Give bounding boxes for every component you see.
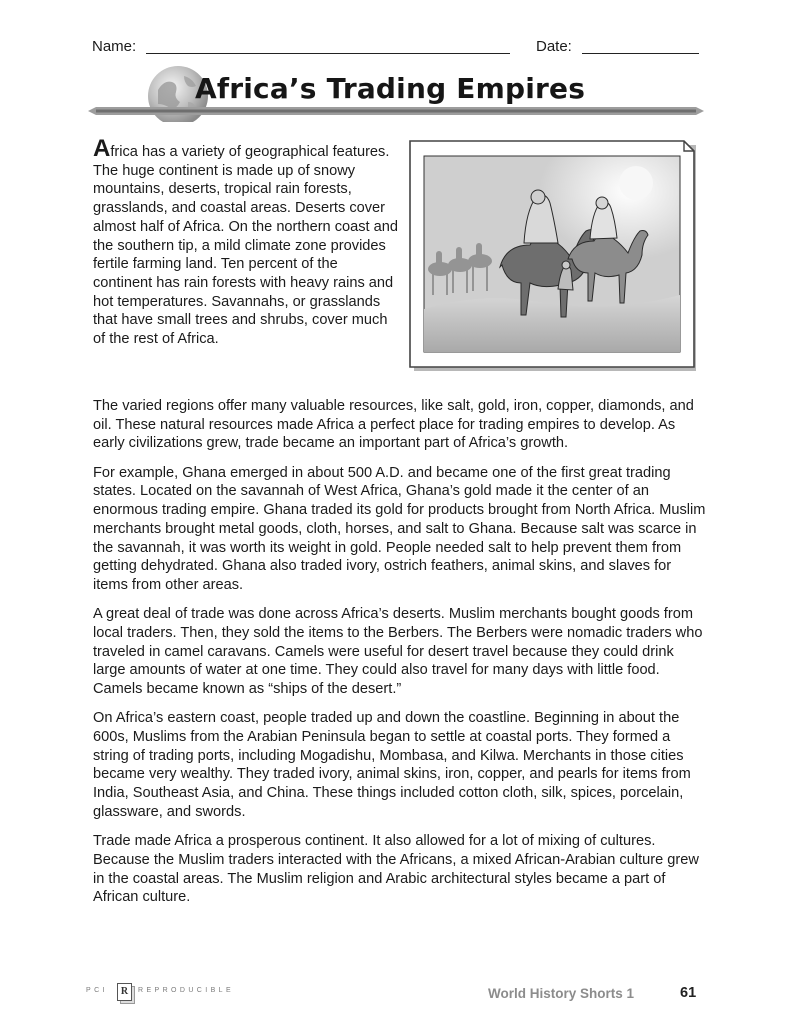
paragraph-eastern-coast: On Africa’s eastern coast, people traded up and down the coastline. Beginning in about the 600s, Muslims from the Arabian Peninsula began to settle at coastal ports. They formed a string of trading ports, including Mogadishu, Mombasa, and Kilwa. Merchants in those cities became very wealthy. They traded ivory, animal skins, iron, copper, and pearls for items from India, Southeast Asia, and China. These things included cotton cloth, silk, spices, porcelain, glassware, and swords. <box>93 710 691 820</box>
paragraph-desert-trade: A great deal of trade was done across Africa’s deserts. Muslim merchants bought goods from local traders. Then, they sold the items to the Berbers. The Berbers were nomadic traders who traveled in camel caravans. Camels were useful for desert travel because they could drink large amounts of water at one time. They could also travel for many days with little food. Camels became known as “ships of the desert.” <box>93 606 703 698</box>
name-label: Name: <box>92 38 137 55</box>
article-body <box>93 397 708 918</box>
publisher-brand-left: PCI <box>86 987 108 994</box>
title-underline <box>88 106 704 116</box>
book-title: World History Shorts 1 <box>488 986 635 1001</box>
paragraph-ghana: For example, Ghana emerged in about 500 A.D. and became one of the first great trading states. Located on the savannah of West Africa, Ghana’s gold made it the center of an enormous trading empire. Ghana traded its gold for products brought from North Africa. Muslim merchants brought metal goods, cloth, horses, and salt to Ghana. Because salt was scarce in the savannah, it was worth its weight in gold. People needed salt to help prevent them from getting dehydrated. Ghana also traded ivory, ostrich feathers, animal skins, and slaves for items from other areas. <box>93 464 706 593</box>
camel-caravan-illustration <box>408 139 698 373</box>
publisher-brand-right: REPRODUCIBLE <box>138 987 235 994</box>
intro-paragraph <box>93 135 399 349</box>
name-date-header <box>92 38 700 58</box>
page-title: Africa’s Trading Empires <box>195 72 586 105</box>
page-number: 61 <box>680 985 697 1001</box>
intro-text: frica has a variety of geographical features. The huge continent is made up of snowy mountains, deserts, tropical rain forests, grasslands, and coastal areas. Deserts cover almost half of Africa. On the northern coast and the southern tip, a mild climate zone provides fertile farming land. Ten percent of the continent has rain forests with heavy rains and hot temperatures. Savannahs, or grasslands that have small trees and shrubs, cover much of the rest of Africa. <box>93 144 399 348</box>
date-label: Date: <box>536 38 572 55</box>
name-line <box>146 53 510 54</box>
date-line <box>582 53 699 54</box>
paragraph-conclusion: Trade made Africa a prosperous continent. It also allowed for a lot of mixing of cultures. Because the Muslim traders interacted with the Africans, a mixed African-Arabian culture grew in the coastal areas. The Muslim religion and Arabic architectural styles became a part of African culture. <box>93 833 699 906</box>
title-block <box>88 62 704 122</box>
paragraph-resources: The varied regions offer many valuable resources, like salt, gold, iron, copper, diamonds, and oil. These natural resources made Africa a perfect place for trading empires to develop. As early civilizations grew, trade became an important part of Africa’s growth. <box>93 398 694 452</box>
page-footer <box>86 984 706 1006</box>
drop-cap: A <box>93 135 111 162</box>
publisher-logo-icon: R <box>117 983 132 1001</box>
